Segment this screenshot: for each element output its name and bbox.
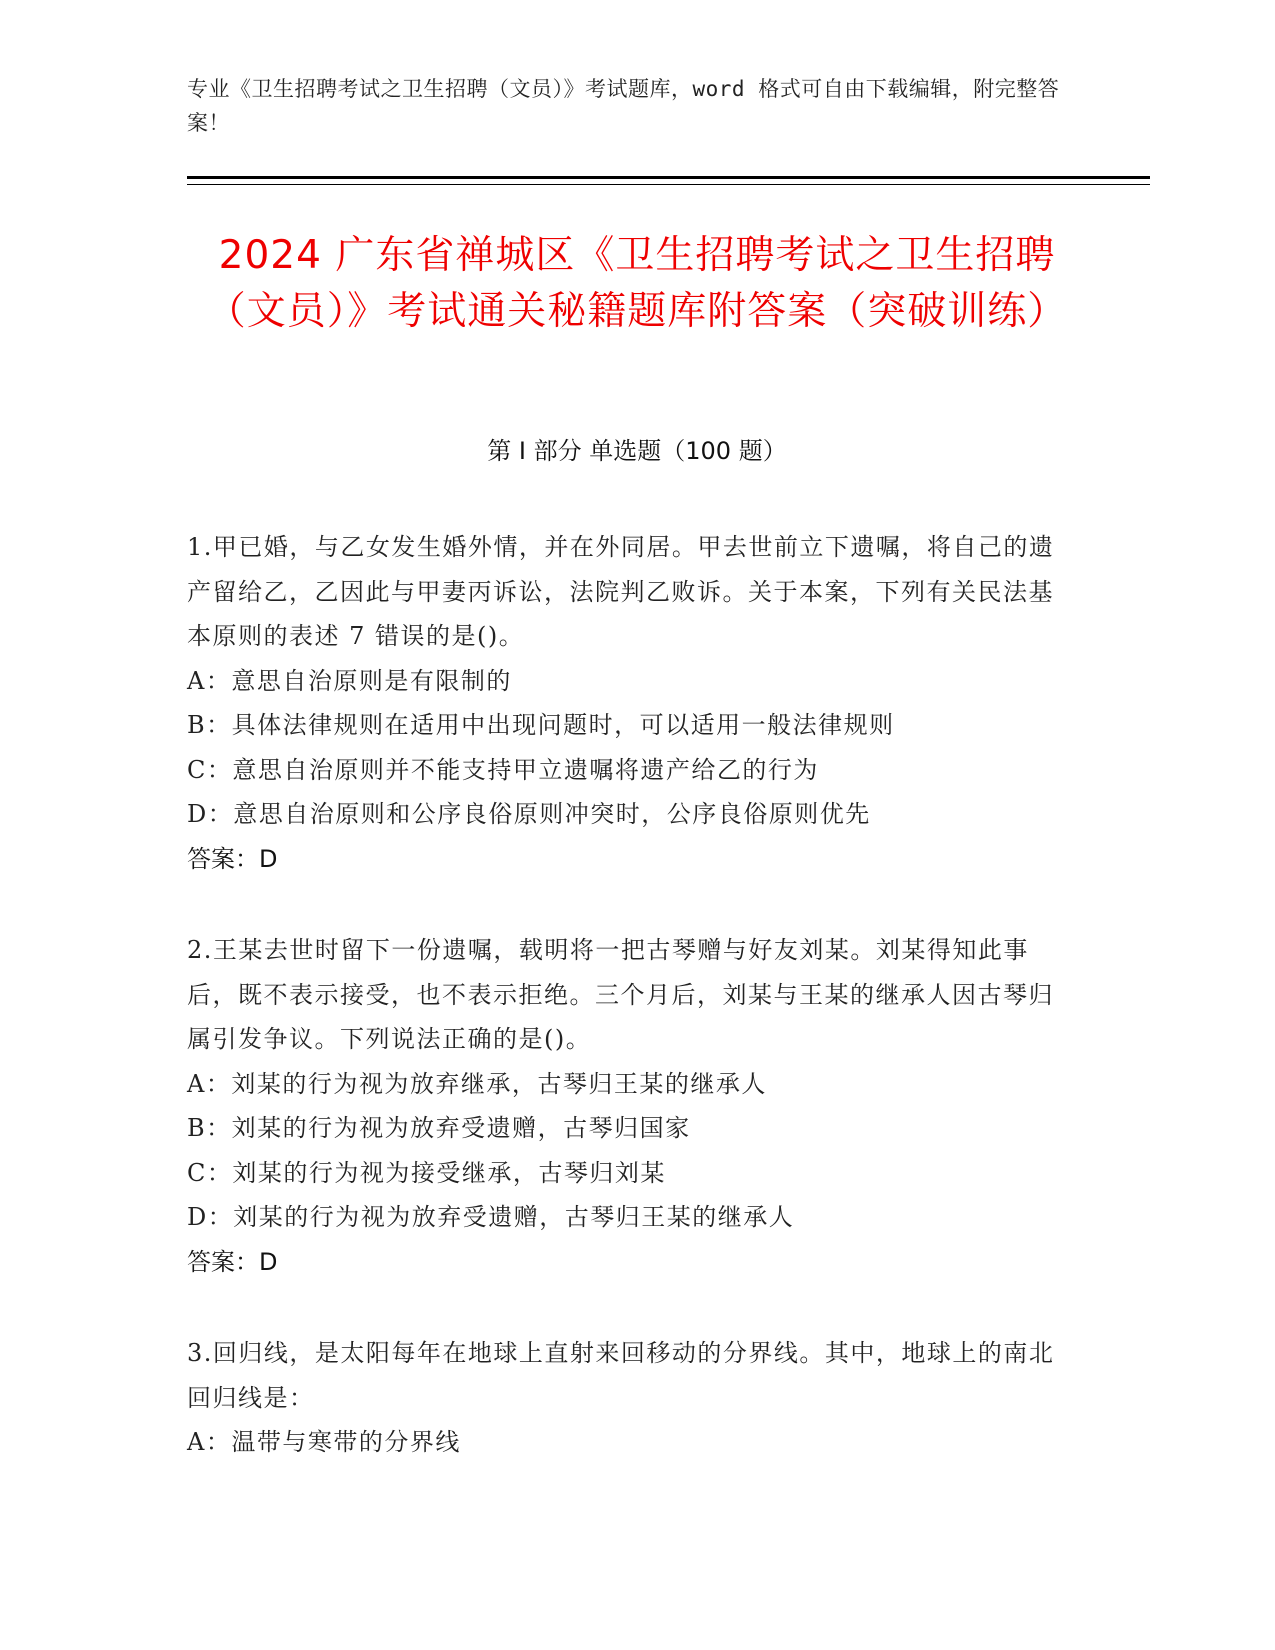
option-c: C：意思自治原则并不能支持甲立遗嘱将遗产给乙的行为 <box>187 755 819 784</box>
answer-line: 答案：D <box>187 1247 278 1276</box>
question-3 <box>187 1331 1067 1465</box>
question-stem: 3.回归线，是太阳每年在地球上直射来回移动的分界线。其中，地球上的南北回归线是： <box>187 1339 1055 1412</box>
question-stem: 2.王某去世时留下一份遗嘱，载明将一把古琴赠与好友刘某。刘某得知此事后，既不表示接受，也不表示拒绝。三个月后，刘某与王某的继承人因古琴归属引发争议。下列说法正确的是()。 <box>187 936 1054 1053</box>
option-b: B：刘某的行为视为放弃受遗赠，古琴归国家 <box>187 1114 691 1142</box>
header-note: 专业《卫生招聘考试之卫生招聘（文员）》考试题库，word 格式可自由下载编辑，附完整答案！ <box>187 77 1060 135</box>
document-title: 2024 广东省禅城区《卫生招聘考试之卫生招聘（文员）》考试通关秘籍题库附答案（突破训练） <box>206 233 1068 334</box>
option-b: B：具体法律规则在适用中出现问题时，可以适用一般法律规则 <box>187 711 895 739</box>
header-divider-thin <box>187 184 1150 185</box>
option-a: A：意思自治原则是有限制的 <box>187 666 512 695</box>
option-a: A：温带与寒带的分界线 <box>187 1428 461 1456</box>
option-a: A：刘某的行为视为放弃继承，古琴归王某的继承人 <box>187 1069 767 1098</box>
question-1 <box>187 525 1067 881</box>
option-d: D：刘某的行为视为放弃受遗赠，古琴归王某的继承人 <box>187 1203 795 1231</box>
section-heading: 第 I 部分 单选题（100 题） <box>487 437 787 465</box>
question-stem: 1.甲已婚，与乙女发生婚外情，并在外同居。甲去世前立下遗嘱，将自己的遗产留给乙，乙因此与甲妻丙诉讼，法院判乙败诉。关于本案，下列有关民法基本原则的表述 7 错误的是()。 <box>187 533 1055 650</box>
option-d: D：意思自治原则和公序良俗原则冲突时，公序良俗原则优先 <box>187 800 871 828</box>
question-list <box>187 525 1067 1512</box>
header-divider-thick <box>187 176 1150 179</box>
answer-line: 答案：D <box>187 844 278 873</box>
question-2 <box>187 928 1067 1284</box>
option-c: C：刘某的行为视为接受继承，古琴归刘某 <box>187 1158 666 1187</box>
